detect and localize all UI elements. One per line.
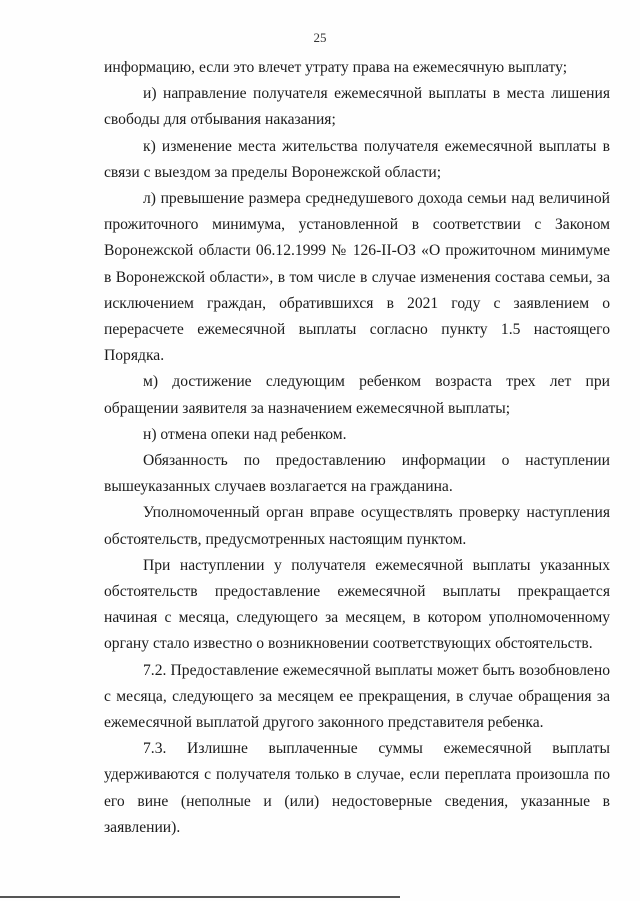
- paragraph-item-i: и) направление получателя ежемесячной выплаты в места лишения свободы для отбывания наказания;: [104, 85, 610, 129]
- paragraph-item-k: к) изменение места жительства получателя ежемесячной выплаты в связи с выездом за пределы Воронежской области;: [104, 137, 610, 181]
- paragraph-verification: Уполномоченный орган вправе осуществлять проверку наступления обстоятельств, предусмотренных настоящим пунктом.: [104, 504, 610, 548]
- paragraph-item-n: н) отмена опеки над ребенком.: [143, 425, 347, 443]
- document-body: [104, 55, 610, 841]
- footer-rule: [0, 896, 400, 898]
- paragraph-7-3: 7.3. Излишне выплаченные суммы ежемесячной выплаты удерживаются с получателя только в случае, если переплата произошла по его вине (неполные и (или) недостоверные сведения, указанные в заявлении).: [104, 740, 610, 836]
- paragraph-7-2: 7.2. Предоставление ежемесячной выплаты может быть возобновлено с месяца, следующего за месяцем ее прекращения, в случае обращения за ежемесячной выплатой другого законного представителя ребенка.: [104, 661, 610, 732]
- paragraph-obligation: Обязанность по предоставлению информации о наступлении вышеуказанных случаев возлагается на гражданина.: [104, 452, 610, 496]
- paragraph-item-m: м) достижение следующим ребенком возраста трех лет при обращении заявителя за назначением ежемесячной выплаты;: [104, 373, 610, 417]
- paragraph-continuation: информацию, если это влечет утрату права на ежемесячную выплату;: [104, 59, 568, 76]
- paragraph-item-l: л) превышение размера среднедушевого дохода семьи над величиной прожиточного минимума, установленной в соответствии с Законом Воронежской области 06.12.1999 № 126-II-ОЗ «О прожиточном минимуме в Воронежской области», в том числе в случае изменения состава семьи, за исключением граждан, обратившихся в 2021 году с заявлением о перерасчете ежемесячной выплаты согласно пункту 1.5 настоящего Порядка.: [104, 190, 610, 365]
- page-number: 25: [313, 30, 327, 45]
- paragraph-termination: При наступлении у получателя ежемесячной выплаты указанных обстоятельств предоставление ежемесячной выплаты прекращается начиная с месяца, следующего за месяцем, в котором уполномоченному органу стало известно о возникновении соответствующих обстоятельств.: [104, 556, 610, 653]
